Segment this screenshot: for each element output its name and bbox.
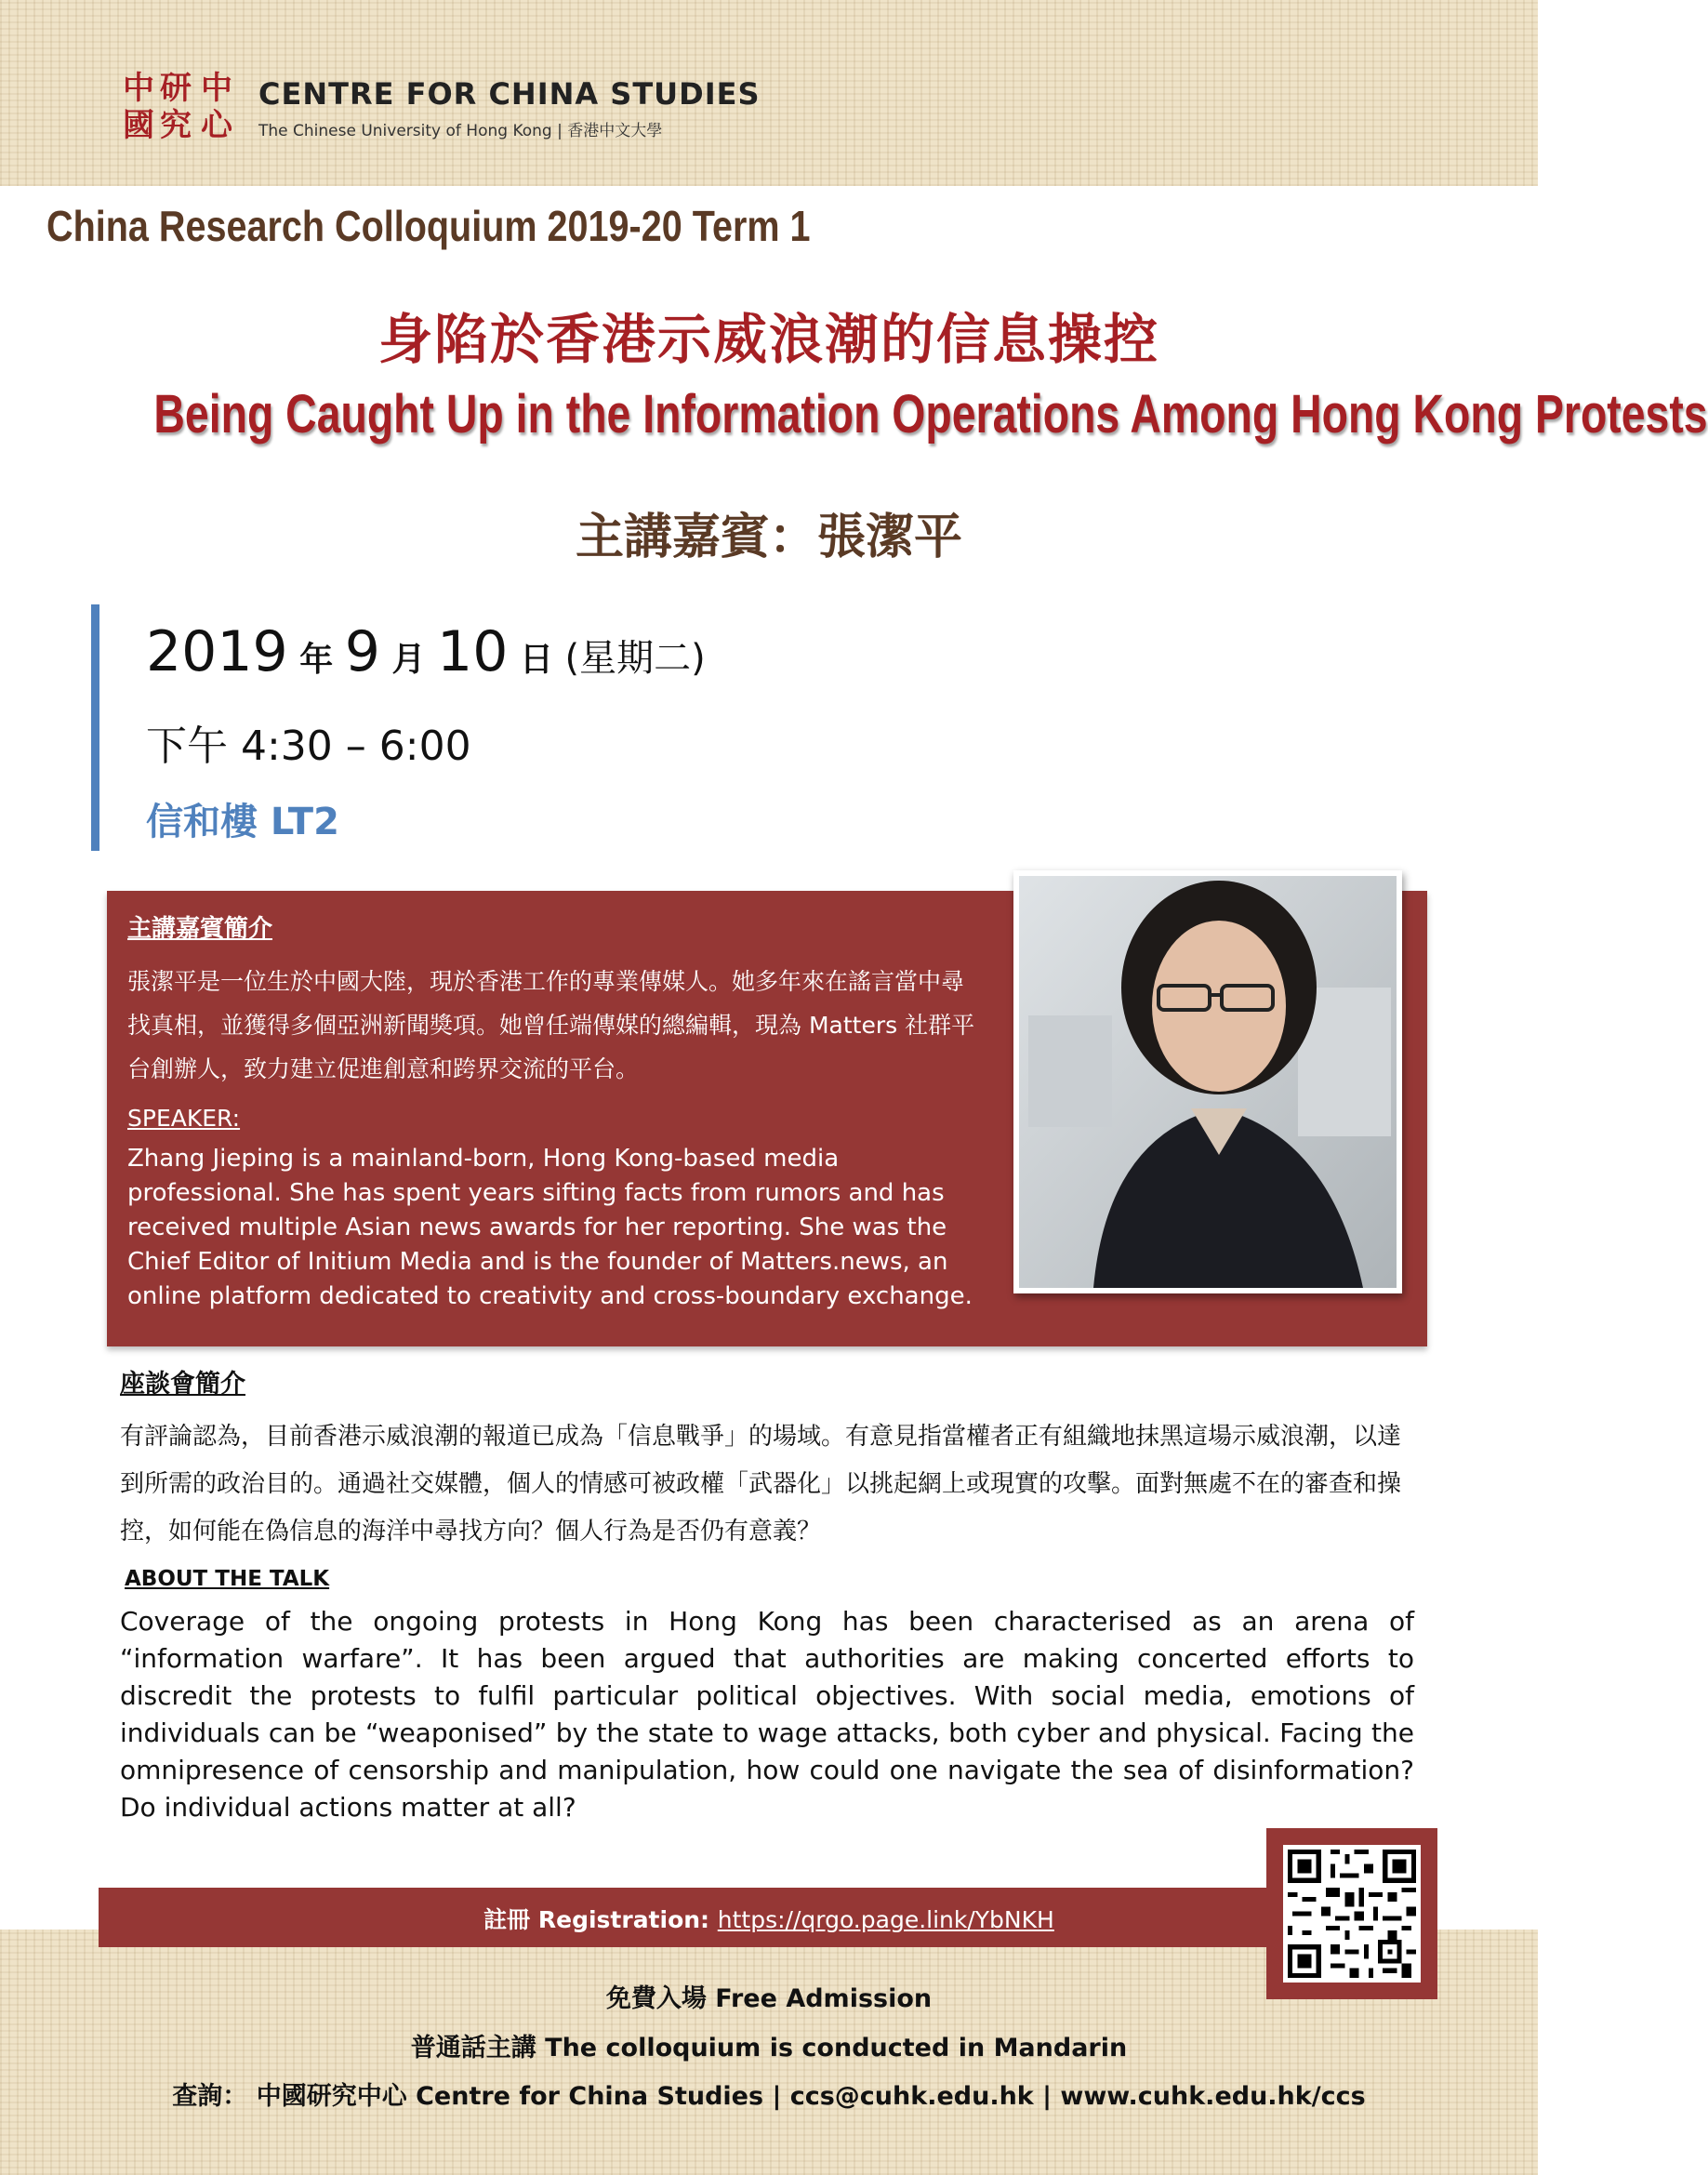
date-year: 2019 [146,619,288,684]
registration-label: 註冊 Registration: [483,1906,718,1933]
bio-zh-heading: 主講嘉賓簡介 [127,915,273,943]
date-weekday: (星期二) [564,637,706,680]
date-month-unit: 月 [379,641,438,679]
logo-char-1: 中 [123,70,154,107]
talk-zh-text: 有評論認為，目前香港示威浪潮的報道已成為「信息戰爭」的場域。有意見指當權者正有組織地抹黑這場示威浪潮，以達到所需的政治目的。通過社交媒體，個人的情感可被政權「武器化」以挑起網上或現實的攻擊。面對無處不在的審查和操控，如何能在偽信息的海洋中尋找方向？個人行為是否仍有意義？ [120,1423,1402,1545]
date-accent-bar [91,604,99,851]
centre-name: CENTRE FOR CHINA STUDIES [258,76,761,112]
language-line: 普通話主講 The colloquium is conducted in Mandarin [410,2034,1128,2062]
time-line: 下午 4:30 – 6:00 [146,723,471,770]
talk-zh-heading: 座談會簡介 [120,1370,245,1399]
logo-char-5: 中 [201,70,232,107]
date-day: 10 [437,619,509,684]
date-year-unit: 年 [287,641,345,679]
bio-en-text: Zhang Jieping is a mainland-born, Hong Kong-based media professional. She has spent years sifting facts from rumors and has received multiple Asian news awards for her reporting. She was the Chief Editor of Initium Media and is the founder of Matters.news, an online platform dedicated to creativity and cross-boundary exchange. [127,1145,973,1310]
centre-logo-mark [121,65,242,144]
bio-zh-text: 張潔平是一位生於中國大陸，現於香港工作的專業傳媒人。她多年來在謠言當中尋找真相，並獲得多個亞洲新聞獎項。她曾任端傳媒的總編輯，現為 Matters 社群平台創辦人，致力建立促進創意和跨界交流的平台。 [127,968,975,1082]
free-admission-line: 免費入場 Free Admission [605,1984,933,2013]
registration-link[interactable]: https://qrgo.page.link/YbNKH [717,1906,1054,1933]
date-month: 9 [344,619,380,684]
centre-subtitle: The Chinese University of Hong Kong | 香港中文大學 [258,122,663,140]
series-title: China Research Colloquium 2019-20 Term 1 [46,202,811,250]
talk-title-en: Being Caught Up in the Information Operations Among Hong Kong Protests [153,384,1708,444]
logo-char-6: 心 [201,107,232,144]
talk-en-text: Coverage of the ongoing protests in Hong Kong has been characterised as an arena of “information warfare”. It has been argued that authorities are making concerted efforts to discredit the protests to fulfil particular political objectives. With social media, emotions of individuals can be “weaponised” by the state to wage attacks, both cyber and physical. Facing the omnipresence of censorship and manipulation, how could one navigate the sea of disinformation? Do individual actions matter at all? [120,1606,1414,1823]
talk-en-heading: ABOUT THE TALK [125,1567,330,1591]
logo-char-4: 究 [160,107,192,144]
date-day-unit: 日 [508,641,565,679]
speaker-line: 主講嘉賓：張潔平 [575,510,962,565]
speaker-photo [1019,876,1397,1288]
venue-line: 信和樓 LT2 [146,801,339,843]
qr-code[interactable] [1283,1845,1421,1983]
logo-char-3: 國 [123,107,154,144]
date-line [146,619,706,684]
logo-char-2: 研 [160,70,192,107]
bio-en-heading: SPEAKER: [127,1105,241,1132]
contact-line: 查詢： 中國研究中心 Centre for China Studies | ccs@cuhk.edu.hk | www.cuhk.edu.hk/ccs [172,2082,1366,2111]
talk-title-zh: 身陷於香港示威浪潮的信息操控 [377,308,1159,371]
